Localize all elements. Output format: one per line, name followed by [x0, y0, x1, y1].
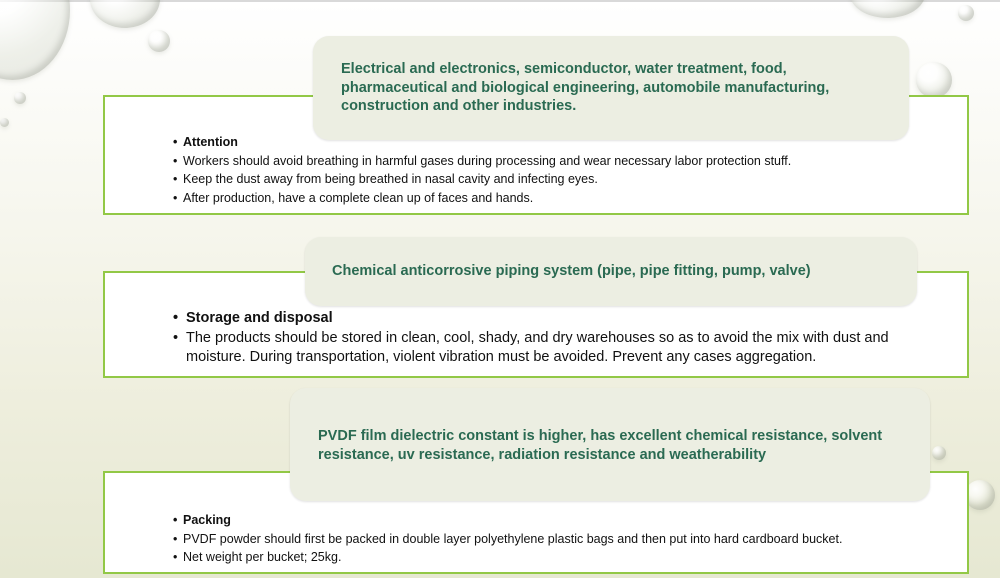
storage-heading: • Storage and disposal	[173, 309, 913, 329]
water-drop-decoration	[932, 446, 946, 460]
attention-heading: • Attention	[173, 133, 791, 152]
storage-list	[173, 309, 913, 368]
list-item: • Net weight per bucket; 25kg.	[173, 548, 842, 567]
list-item: • Workers should avoid breathing in harmful gases during processing and wear necessary labor protection stuff.	[173, 152, 791, 171]
water-drop-decoration	[148, 30, 170, 52]
list-item: • PVDF powder should first be packed in double layer polyethylene plastic bags and then put into hard cardboard bucket.	[173, 530, 842, 549]
water-drop-decoration	[0, 0, 70, 80]
packing-heading: • Packing	[173, 511, 842, 530]
water-drop-decoration	[958, 5, 974, 21]
list-item: • The products should be stored in clean, cool, shady, and dry warehouses so as to avoid the mix with dust and moisture. During transportation, violent vibration must be avoided. Prevent any cases aggregation.	[173, 329, 913, 368]
piping-callout: Chemical anticorrosive piping system (pipe, pipe fitting, pump, valve)	[305, 237, 917, 306]
water-drop-decoration	[90, 0, 160, 28]
applications-callout: Electrical and electronics, semiconductor, water treatment, food, pharmaceutical and biological engineering, automobile manufacturing, construction and other industries.	[313, 36, 909, 140]
pvdf-film-callout: PVDF film dielectric constant is higher, has excellent chemical resistance, solvent resistance, uv resistance, radiation resistance and weatherability	[290, 388, 930, 501]
water-drop-decoration	[0, 118, 9, 127]
packing-list	[173, 511, 842, 567]
water-drop-decoration	[850, 0, 925, 18]
water-drop-decoration	[965, 480, 995, 510]
list-item: • After production, have a complete clean up of faces and hands.	[173, 189, 791, 208]
water-drop-decoration	[14, 92, 26, 104]
attention-list	[173, 133, 791, 207]
water-drop-decoration	[916, 62, 952, 98]
list-item: • Keep the dust away from being breathed in nasal cavity and infecting eyes.	[173, 170, 791, 189]
